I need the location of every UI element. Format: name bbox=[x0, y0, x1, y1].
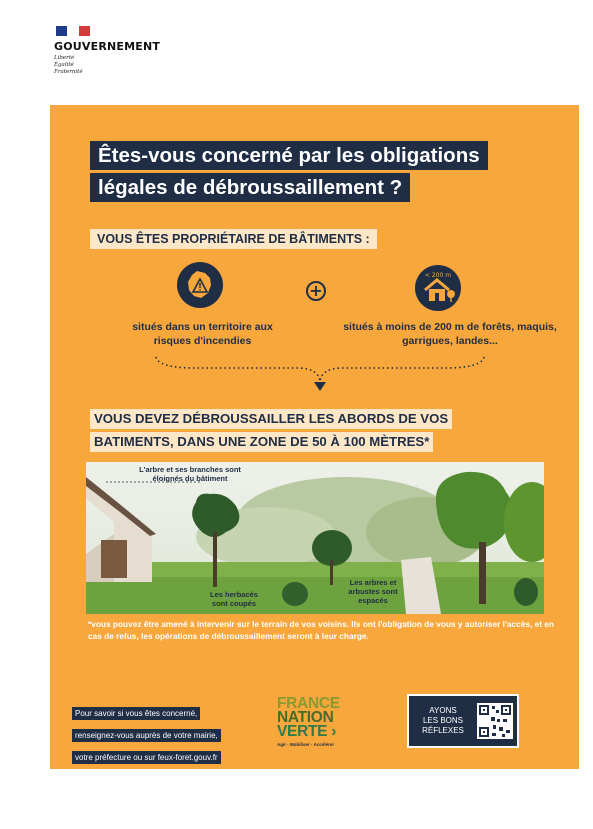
title-line: Êtes-vous concerné par les obligations bbox=[90, 141, 488, 170]
france-nation-verte-logo: FRANCE NATION VERTE › Agir · Mobiliser · Accélérer bbox=[277, 695, 340, 747]
info-line: Pour savoir si vous êtes concerné, bbox=[72, 707, 200, 720]
plus-icon: + bbox=[306, 281, 326, 301]
svg-text:< 200 m: < 200 m bbox=[424, 272, 452, 279]
caption-fire-risk: situés dans un territoire aux risques d'incendies bbox=[132, 321, 273, 347]
obligation-line: BATIMENTS, DANS UNE ZONE DE 50 À 100 MÈTRES* bbox=[90, 432, 433, 452]
landscape-illustration bbox=[86, 462, 544, 614]
label-grass-cut: Les herbacés sont coupés bbox=[210, 590, 258, 608]
government-name: GOUVERNEMENT bbox=[54, 40, 161, 53]
house-distance-icon bbox=[415, 265, 461, 311]
info-box bbox=[72, 701, 262, 767]
poster bbox=[50, 105, 579, 769]
marianne-flag-icon bbox=[56, 26, 90, 36]
info-line: votre préfecture ou sur feux-foret.gouv.fr bbox=[72, 751, 221, 764]
poster-title bbox=[90, 141, 488, 202]
house-door bbox=[101, 540, 127, 578]
owner-subtitle: VOUS ÊTES PROPRIÉTAIRE DE BÂTIMENTS : bbox=[90, 229, 377, 249]
info-line: renseignez-vous auprès de votre mairie, bbox=[72, 729, 221, 742]
footnote: *vous pouvez être amené à intervenir sur le terrain de vos voisins. Ils ont l'obligation de vous y autoriser l'accès, et en cas de refus, les opérations de débroussaillement seront à leur charge. bbox=[88, 619, 554, 641]
caption-forest-distance: situés à moins de 200 m de forêts, maquis, garrigues, landes... bbox=[343, 321, 557, 347]
connector-dots bbox=[150, 355, 490, 395]
government-header bbox=[54, 26, 184, 76]
bons-reflexes-badge: AYONS LES BONS RÉFLEXES bbox=[407, 694, 519, 748]
government-motto: Liberté Égalité Fraternité bbox=[54, 55, 83, 75]
obligation-banner bbox=[90, 408, 452, 452]
chevron-right-icon: › bbox=[331, 723, 337, 740]
arrow-down-icon bbox=[314, 382, 326, 391]
label-trees-spaced: Les arbres et arbustes sont espacés bbox=[348, 578, 398, 605]
obligation-line: VOUS DEVEZ DÉBROUSSAILLER LES ABORDS DE VOS bbox=[90, 409, 452, 429]
label-tree-distance: L'arbre et ses branches sont éloignés du bâtiment bbox=[139, 465, 241, 483]
title-line: légales de débroussaillement ? bbox=[90, 173, 410, 202]
france-map-warning-icon bbox=[177, 262, 223, 308]
qr-code-icon[interactable] bbox=[477, 703, 513, 739]
